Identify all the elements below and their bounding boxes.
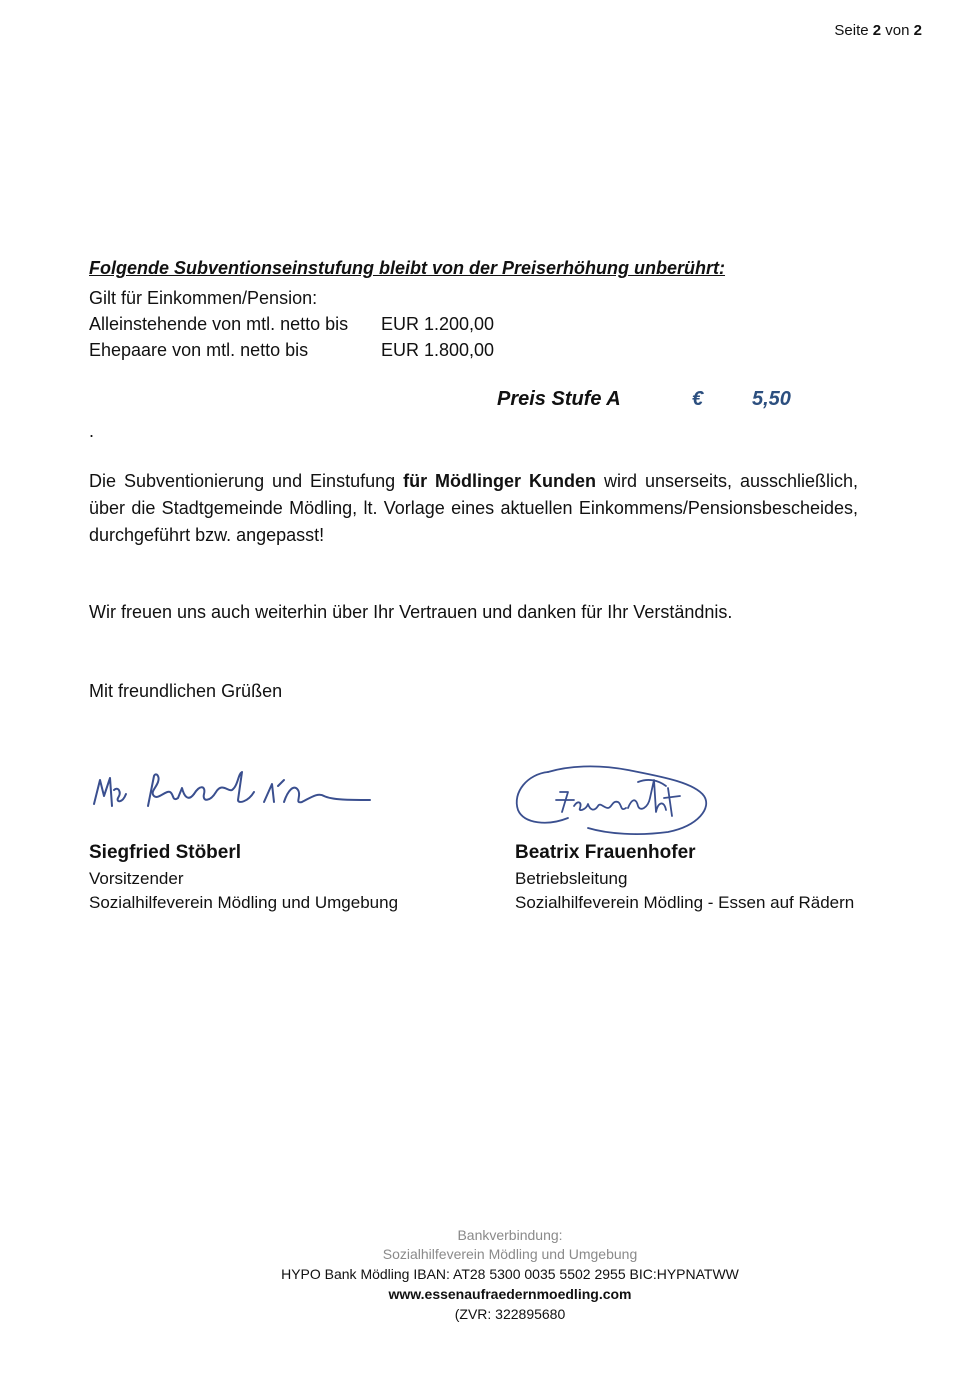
page-number	[834, 22, 922, 39]
footer-website[interactable]: www.essenaufraedernmoedling.com	[388, 1286, 632, 1302]
body-paragraph	[89, 468, 858, 549]
signatory-right-role: Betriebsleitung	[515, 869, 628, 888]
footer-org: Sozialhilfeverein Mödling und Umgebung	[382, 1246, 638, 1262]
signature-right-image	[508, 752, 718, 842]
para1-end: wird unserseits, ausschließlich, über die Stadtgemeinde Mödling, lt. Vorlage eines aktuellen Einkommens/Pensionsbescheides, durchgeführt bzw. angepasst!	[89, 471, 859, 545]
price-currency: €	[692, 388, 704, 410]
applies-line: Gilt für Einkommen/Pension:	[89, 288, 318, 308]
single-label: Alleinstehende von mtl. netto bis	[89, 314, 349, 334]
price-label: Preis Stufe A	[497, 388, 621, 410]
thanks-line: Wir freuen uns auch weiterhin über Ihr Vertrauen und danken für Ihr Verständnis.	[89, 602, 733, 622]
page-prefix: Seite	[834, 22, 869, 39]
para1-start: Die Subventionierung und Einstufung	[89, 471, 404, 491]
footer-bank-details: HYPO Bank Mödling IBAN: AT28 5300 0035 5502 2955 BIC:HYPNATWW	[281, 1266, 739, 1282]
signatory-right-name: Beatrix Frauenhofer	[515, 842, 696, 863]
page-separator: von	[885, 22, 910, 39]
footer-zvr: (ZVR: 322895680	[454, 1306, 566, 1322]
footer-bank-label: Bankverbindung:	[457, 1227, 563, 1243]
para1-bold: für Mödlinger Kunden	[403, 471, 597, 491]
couple-label: Ehepaare von mtl. netto bis	[89, 340, 309, 360]
signatory-left-name: Siegfried Stöberl	[89, 842, 242, 863]
price-value: 5,50	[752, 388, 791, 410]
signatory-right-org: Sozialhilfeverein Mödling - Essen auf Rädern	[515, 893, 855, 912]
page-current: 2	[872, 22, 882, 39]
single-amount: EUR 1.200,00	[381, 314, 495, 334]
couple-amount: EUR 1.800,00	[381, 340, 495, 360]
closing-line: Mit freundlichen Grüßen	[89, 681, 283, 701]
signature-left-image	[88, 762, 378, 822]
signatory-left-role: Vorsitzender	[89, 869, 184, 888]
signatory-left-org: Sozialhilfeverein Mödling und Umgebung	[89, 893, 399, 912]
subsidy-heading: Folgende Subventionseinstufung bleibt von der Preiserhöhung unberührt:	[89, 258, 726, 278]
stray-dot: .	[89, 421, 95, 441]
page-total: 2	[913, 22, 922, 39]
